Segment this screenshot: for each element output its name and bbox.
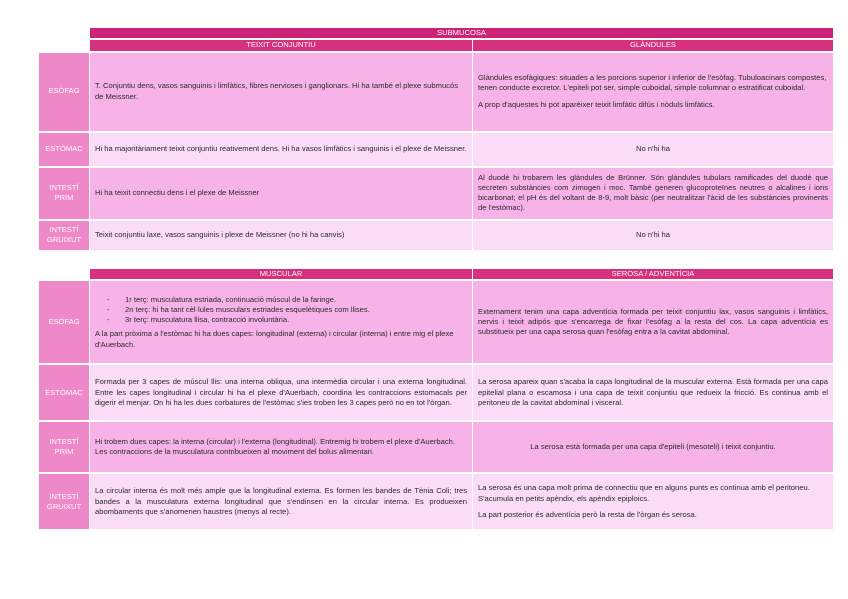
serosa-cell: La serosa està formada per una capa d'epiteli (mesoteli) i teixit conjuntiu. xyxy=(473,422,833,472)
muscular-cell: Formada per 3 capes de múscul llis: una interna obliqua, una intermèdia circular i una externa longitudinal. Entre les capes longitudinal i circular hi ha el plexe d'Auerbach, coordina les contraccions estomacals per digerir el menjar. On hi ha les dues corbatures de l'estòmac s'ies troben les 3 capes però no en tot l'òrgan. xyxy=(90,365,472,420)
row-label: INTESTÍ GRUIXUT xyxy=(39,221,89,250)
serosa-cell: La serosa apareix quan s'acaba la capa longitudinal de la muscular externa. Està formada per una capa epitelial plana o escamosa i una capa de teixit conjuntiu que redueix la fricció. Es continua amb el peritoneu de la cavitat abdominal i visceral. xyxy=(473,365,833,420)
table-header-row xyxy=(39,269,833,279)
table-row xyxy=(39,422,833,472)
row-label: ESÒFAG xyxy=(39,53,89,131)
cell-paragraph: La serosa és una capa molt prima de connectiu que en alguns punts es continua amb el peritoneu. S'acumula en petits apèndix, els apèndix epiploics. xyxy=(478,483,810,503)
row-label: ESÒFAG xyxy=(39,281,89,363)
column-header: TEIXIT CONJUNTIU xyxy=(90,40,472,50)
table-row xyxy=(39,168,833,219)
muscular-cell: La circular interna és molt més ample que la longitudinal externa. Es formen les bandes de Tènia Coli; tres bandes a la musculatura externa longitudinal que s'endinsen en la circular interna. Es produeixen abombaments que s'anomenen haustres (menys al recte). xyxy=(90,474,472,529)
submucosa-table xyxy=(38,26,834,252)
table-row xyxy=(39,365,833,420)
submucosa-title: SUBMUCOSA xyxy=(90,28,833,38)
cell-paragraph: La part posterior és adventícia però la resta de l'òrgan és serosa. xyxy=(478,509,697,519)
cell-paragraph: A la part pròxima a l'estòmac hi ha dues capes: longitudinal (externa) i circular (interna) i entre mig el plexe d'Auerbach. xyxy=(95,329,454,349)
table-row xyxy=(39,53,833,131)
cell-paragraph: A prop d'aquestes hi pot aparèixer teixit limfàtic difús i nòduls limfàtics. xyxy=(478,99,715,109)
table-header-row xyxy=(39,40,833,50)
glands-cell: No n'hi ha xyxy=(473,133,833,166)
muscular-cell: Hi trobem dues capes: la interna (circular) i l'externa (longitudinal). Entremig hi trobem el plexe d'Auerbach. Les contraccions de la musculatura contribueixen al moviment del bolus alimentari. xyxy=(90,422,472,472)
cell-paragraph: Glàndules esofàgiques: situades a les porcions superior i inferior de l'esòfag. Tubuloacinars compostes, tenen conducte excretor. L'epiteli pot ser, simple cuboidal, simple columnar o estratificat cuboidal. xyxy=(478,73,827,93)
row-label: ESTÒMAC xyxy=(39,133,89,166)
table-row xyxy=(39,133,833,166)
column-header: SEROSA / ADVENTÍCIA xyxy=(473,269,833,279)
muscular-serosa-table xyxy=(38,267,834,531)
row-label: INTESTÍ PRIM xyxy=(39,422,89,472)
glands-cell: No n'hi ha xyxy=(473,221,833,250)
table-row xyxy=(39,221,833,250)
column-header: GLÀNDULES xyxy=(473,40,833,50)
connective-tissue-cell: Hi ha teixit connectiu dens i el plexe de Meissner xyxy=(90,168,472,219)
table-title-row xyxy=(39,28,833,38)
row-label: INTESTÍ GRUIXUT xyxy=(39,474,89,529)
muscular-cell xyxy=(90,281,472,363)
connective-tissue-cell: Teixit conjuntiu laxe, vasos sanguinis i plexe de Meissner (no hi ha canvis) xyxy=(90,221,472,250)
connective-tissue-cell: T. Conjuntiu dens, vasos sanguinis i limfàtics, fibres nervioses i ganglionars. Hi ha també el plexe submucós de Meissner. xyxy=(90,53,472,131)
table-row xyxy=(39,474,833,529)
connective-tissue-cell: Hi ha majoritàriament teixit conjuntiu reativement dens. Hi ha vasos limfàtics i sanguinis i el plexe de Meissner. xyxy=(90,133,472,166)
list-item: - 1r terç: musculatura estriada, continuació múscul de la faringe. xyxy=(129,295,467,305)
serosa-cell: Externament tenim una capa adventícia formada per teixit conjuntiu lax, vasos sanguinis i limfàtics, nervis i teixit adipós que s'encarrega de fixar l'esòfag a la resta del cos. La capa adventícia es substitueix per una capa serosa quan l'esòfag entra a la cavitat abdominal. xyxy=(473,281,833,363)
muscular-layers-list xyxy=(95,295,467,326)
row-label: ESTÒMAC xyxy=(39,365,89,420)
table-row xyxy=(39,281,833,363)
list-item: - 3r terç: musculatura llisa, contracció involuntària. xyxy=(129,315,467,325)
column-header: MUSCULAR xyxy=(90,269,472,279)
glands-cell xyxy=(473,53,833,131)
glands-cell: Al duodè hi trobarem les glàndules de Brünner. Són glàndules tubulars ramificades del duodè que secreten substàncies com zimogen i moc. També generen glucoproteïnes neutres o alcalines i ions bicarbonat; el pH és del voltant de 8-9, molt bàsic (per neutralitzar l'àcid de les substàncies provinents de l'estòmac). xyxy=(473,168,833,219)
row-label: INTESTÍ PRIM xyxy=(39,168,89,219)
serosa-cell xyxy=(473,474,833,529)
list-item: - 2n terç: hi ha tant cèl·lules musculars estriades esquelètiques com llises. xyxy=(129,305,467,315)
